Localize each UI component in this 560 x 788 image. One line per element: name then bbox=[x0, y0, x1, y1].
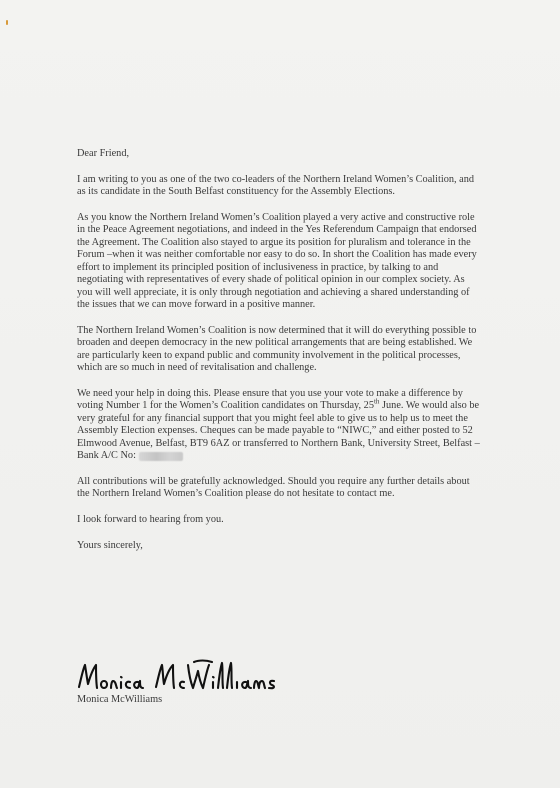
handwritten-signature bbox=[76, 657, 286, 695]
redacted-account-number bbox=[139, 452, 183, 461]
salutation: Dear Friend, bbox=[77, 148, 130, 159]
paragraph-democracy: The Northern Ireland Women’s Coalition is now determined that it will do everything possible to broaden and deepen democracy in the new political arrangements that are being established. We are particularly keen to expand public and community involvement in the political processes, which are so much in need of revitalisation and challenge. bbox=[77, 324, 477, 373]
valediction: Yours sincerely, bbox=[77, 540, 143, 551]
support-text-part2: June. We would also be very grateful for any financial support that you might feel able to give us to help us to meet the Assembly Election expenses. Cheques can be made payable to “NIWC,” and either posted to 52 Elmwood Avenue, Belfast, BT9 6AZ or transferred to Northern Bank, University Street, Belfast – Bank A/C No: bbox=[77, 400, 480, 461]
paper-speck bbox=[6, 20, 8, 25]
paragraph-peace-agreement: As you know the Northern Ireland Women’s Coalition played a very active and constructive role in the Peace Agreement negotiations, and indeed in the Yes Referendum Campaign that endorsed the Agreement. The Coalition also stayed to argue its position for pluralism and tolerance in the Forum –when it was neither comfortable nor easy to do so. In short the Coalition has made every effort to implement its principled position of inclusiveness in practice, by talking to and negotiating with representatives of every shade of political opinion in our complex society. As you will well appreciate, it is only through negotiation and achieving a shared understanding of the issues that we can move forward in a positive manner. bbox=[77, 211, 477, 310]
paragraph-acknowledgement: All contributions will be gratefully acknowledged. Should you require any further details about the Northern Ireland Women’s Coalition please do not hesitate to contact me. bbox=[77, 475, 470, 499]
letter-body bbox=[77, 148, 482, 553]
paragraph-intro: I am writing to you as one of the two co-leaders of the Northern Ireland Women’s Coalition, and as its candidate in the South Belfast constituency for the Assembly Elections. bbox=[77, 173, 475, 197]
paragraph-closing-line: I look forward to hearing from you. bbox=[77, 513, 224, 525]
ordinal-suffix: th bbox=[373, 397, 380, 406]
printed-signatory-name: Monica McWilliams bbox=[77, 694, 163, 705]
support-text-part1: We need your help in doing this. Please ensure that you use your vote to make a difference by voting Number 1 for the Women’s Coalition candidates on Thursday, 25 bbox=[77, 387, 463, 411]
paragraph-support-request bbox=[77, 388, 482, 463]
